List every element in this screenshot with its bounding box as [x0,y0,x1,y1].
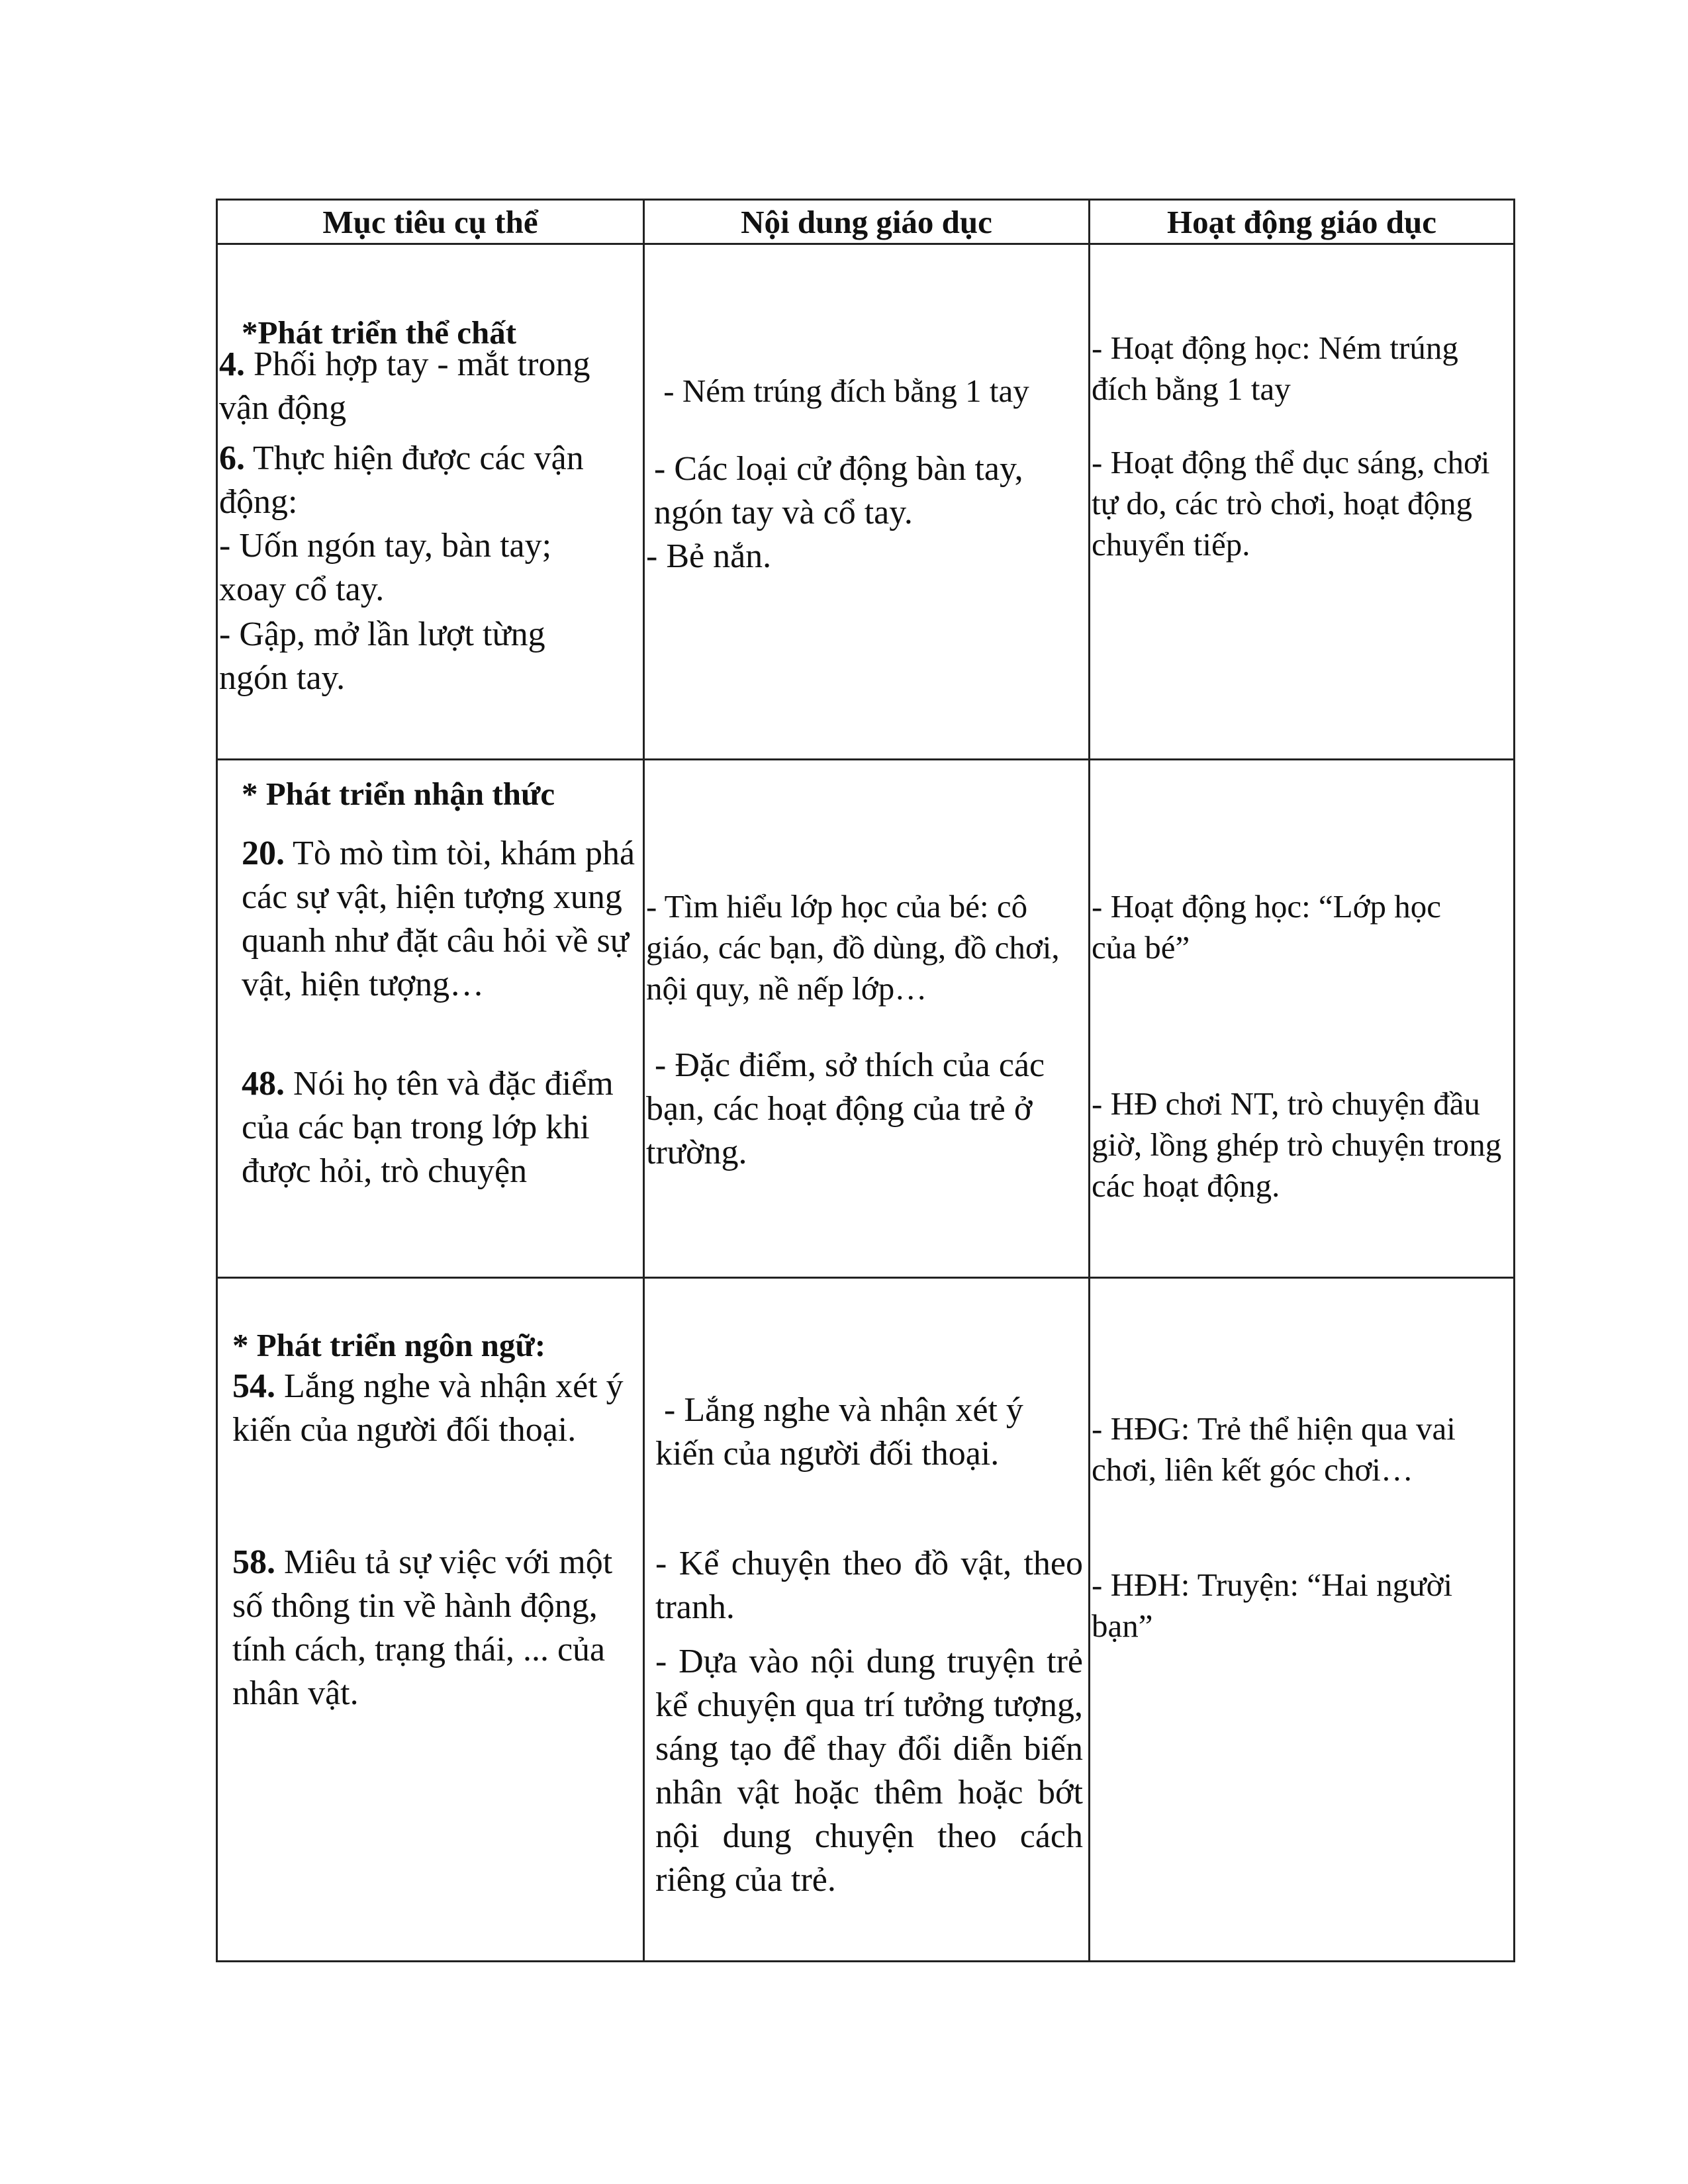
content-item: - Kể chuyện theo đồ vật, theo tranh. [655,1545,1083,1626]
section-heading: * Phát triển nhận thức [242,776,555,812]
goal-item: - Uốn ngón tay, bàn tay; xoay cổ tay. [219,527,552,608]
goal-item: 54. Lắng nghe và nhận xét ý kiến của người đối thoại. [232,1367,624,1449]
content-item: - Các loại cử động bàn tay, ngón tay và cổ tay. [654,450,1023,531]
activity-item: - HĐH: Truyện: “Hai người bạn” [1092,1567,1453,1644]
contents-cell [644,1278,1090,1962]
goal-item: - Gập, mở lần lượt từng ngón tay. [219,615,545,697]
activity-item: - Hoạt động học: “Lớp học của bé” [1092,888,1442,966]
section-heading: *Phát triển thể chất [242,314,517,351]
activities-cell [1090,1278,1515,1962]
goal-item: 20. Tò mò tìm tòi, khám phá các sự vật, hiện tượng xung quanh như đặt câu hỏi về sự vật, hiện tượng… [242,835,635,1003]
content-item: - Ném trúng đích bằng 1 tay [655,373,1029,409]
content-item: - Lắng nghe và nhận xét ý kiến của người đối thoại. [655,1391,1032,1473]
content-item: - Bẻ nắn. [646,537,772,575]
goals-cell [217,244,644,760]
table-row [217,244,1515,760]
table-row [217,760,1515,1278]
table-row [217,1278,1515,1962]
activity-item: - Hoạt động học: Ném trúng đích bằng 1 tay [1092,330,1458,407]
goal-item: 4. Phối hợp tay - mắt trong vận động [219,345,590,427]
contents-cell [644,244,1090,760]
content-item: - Dựa vào nội dung truyện trẻ kể chuyện qua trí tưởng tượng, sáng tạo để thay đổi diễn biến nhân vật hoặc thêm hoặc bớt nội dung chuyện theo cách riêng của trẻ. [655,1643,1083,1899]
content-item: - Tìm hiểu lớp học của bé: cô giáo, các bạn, đồ dùng, đồ chơi, nội quy, nề nếp lớp… [646,888,1060,1007]
activity-item: - HĐG: Trẻ thể hiện qua vai chơi, liên kết góc chơi… [1092,1410,1456,1488]
goals-cell [217,1278,644,1962]
content-item: - Đặc điểm, sở thích của các bạn, các hoạt động của trẻ ở trường. [646,1046,1054,1171]
goal-item: 6. Thực hiện được các vận động: [219,439,584,521]
contents-cell [644,760,1090,1278]
activity-item: - HĐ chơi NT, trò chuyện đầu giờ, lồng ghép trò chuyện trong các hoạt động. [1092,1085,1502,1204]
activities-cell [1090,244,1515,760]
goal-item: 58. Miêu tả sự việc với một số thông tin về hành động, tính cách, trạng thái, ... của nhân vật. [232,1543,613,1712]
activities-cell [1090,760,1515,1278]
curriculum-table [216,199,1515,1962]
header-contents: Nội dung giáo dục [644,200,1090,244]
section-heading: * Phát triển ngôn ngữ: [232,1327,546,1363]
goals-cell [217,760,644,1278]
activity-item: - Hoạt động thể dục sáng, chơi tự do, các trò chơi, hoạt động chuyển tiếp. [1092,444,1490,563]
header-activities: Hoạt động giáo dục [1090,200,1515,244]
header-row [217,200,1515,244]
goal-item: 48. Nói họ tên và đặc điểm của các bạn trong lớp khi được hỏi, trò chuyện [242,1065,614,1190]
header-goals: Mục tiêu cụ thể [217,200,644,244]
